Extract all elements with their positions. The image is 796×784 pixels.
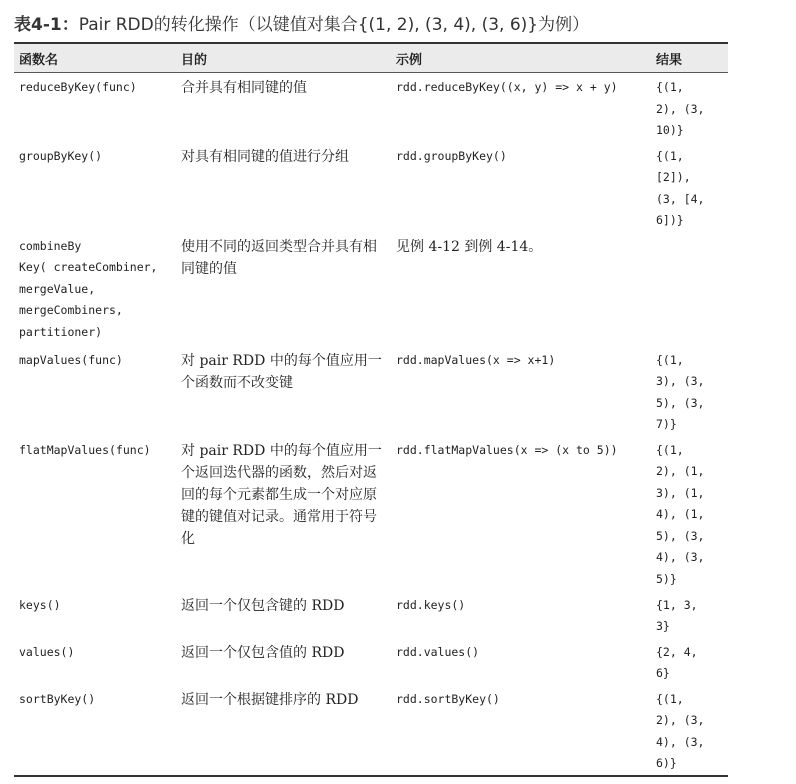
result-cell: {(1, 2), (3, 4), (3, 6)} [651, 685, 728, 776]
example-cell: 见例 4-12 到例 4-14。 [396, 238, 543, 255]
example-cell: rdd.values() [396, 644, 480, 659]
function-cell: reduceByKey(func) [19, 80, 137, 94]
result-cell: {(1, 2), (1, 3), (1, 4), (1, 5), (3, 4), (3, 5)} [656, 442, 705, 586]
function-cell: flatMapValues(func) [19, 442, 151, 457]
table-row [14, 232, 728, 346]
example-cell: rdd.sortByKey() [391, 685, 651, 776]
example-cell: rdd.reduceByKey((x, y) => x + y) [396, 80, 618, 94]
function-cell: mapValues(func) [19, 352, 123, 367]
table-row [14, 73, 728, 142]
header-function: 函数名 [14, 43, 176, 73]
result-cell [651, 232, 728, 346]
function-cell: sortByKey() [14, 685, 176, 776]
pair-rdd-transformations-table [14, 42, 728, 777]
table-row [14, 436, 728, 591]
header-example: 示例 [391, 43, 651, 73]
table-header-row [14, 43, 728, 73]
result-cell: {(1, 3), (3, 5), (3, 7)} [656, 352, 705, 431]
table-row [14, 346, 728, 436]
function-cell: values() [19, 644, 75, 659]
example-cell: rdd.groupByKey() [396, 148, 507, 163]
result-cell: {2, 4, 6} [656, 644, 698, 680]
function-cell: combineBy Key( createCombiner, mergeValue, mergeCombiners, partitioner) [19, 238, 158, 339]
table-row [14, 638, 728, 685]
table-title: Pair RDD的转化操作（以键值对集合{(1, 2), (3, 4), (3, 6)}为例） [78, 15, 590, 35]
table-caption [14, 10, 589, 35]
table-number: 表4-1： [14, 15, 79, 35]
purpose-cell: 对 pair RDD 中的每个值应用一个函数而不改变键 [181, 352, 382, 391]
result-cell: {1, 3, 3} [656, 597, 698, 633]
purpose-cell: 返回一个仅包含键的 RDD [181, 597, 345, 614]
example-cell: rdd.flatMapValues(x => (x to 5)) [396, 442, 618, 457]
purpose-cell: 返回一个仅包含值的 RDD [181, 644, 345, 661]
result-cell: {(1, 2), (3, 10)} [656, 80, 705, 137]
example-cell: rdd.keys() [396, 597, 466, 612]
table-row [14, 685, 728, 776]
purpose-cell: 返回一个根据键排序的 RDD [176, 685, 391, 776]
purpose-cell: 合并具有相同键的值 [181, 80, 307, 96]
function-cell: keys() [19, 597, 61, 612]
function-cell: groupByKey() [19, 148, 103, 163]
result-cell: {(1, [2]), (3, [4, 6])} [656, 148, 705, 227]
purpose-cell: 使用不同的返回类型合并具有相同键的值 [181, 238, 377, 277]
header-result: 结果 [651, 43, 728, 73]
table-row [14, 142, 728, 232]
table-row [14, 591, 728, 638]
header-purpose: 目的 [176, 43, 391, 73]
purpose-cell: 对具有相同键的值进行分组 [181, 148, 349, 165]
example-cell: rdd.mapValues(x => x+1) [396, 352, 556, 367]
purpose-cell: 对 pair RDD 中的每个值应用一个返回迭代器的函数，然后对返回的每个元素都生成一个对应原键的键值对记录。通常用于符号化 [181, 442, 382, 547]
